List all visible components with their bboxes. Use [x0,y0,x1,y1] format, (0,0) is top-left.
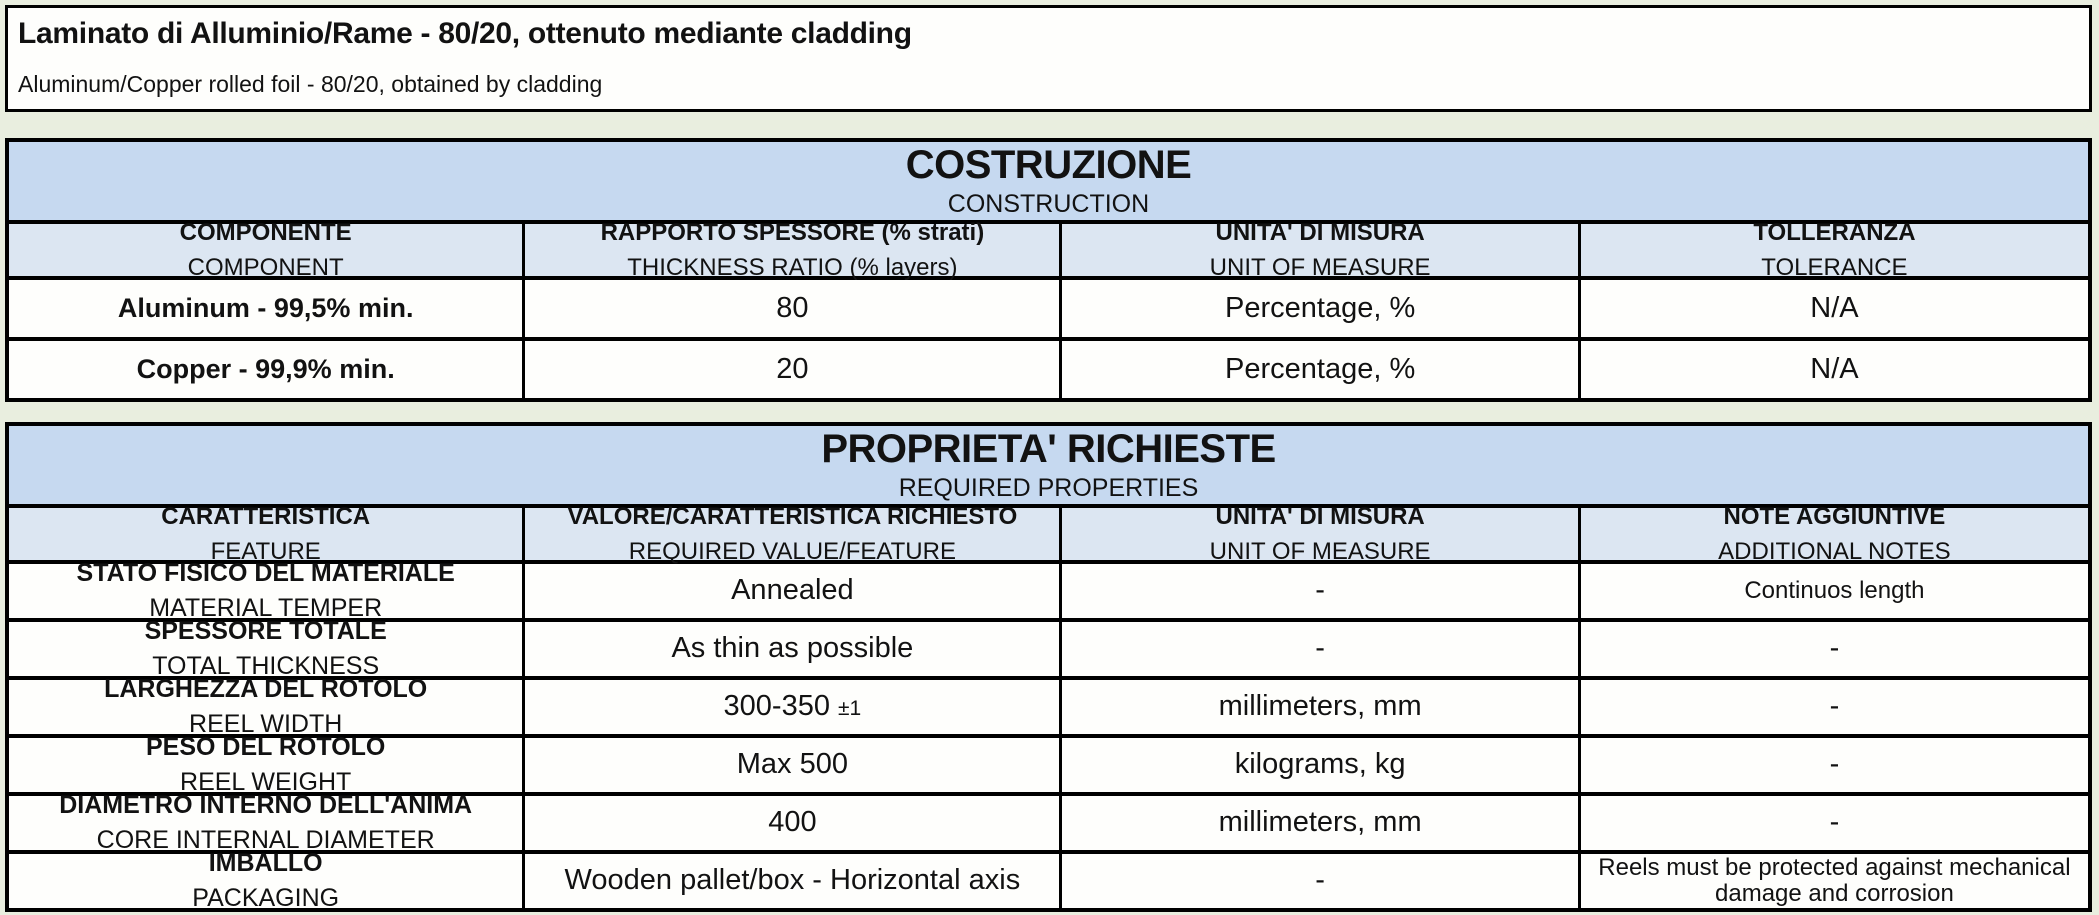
column-header-primary: TOLLERANZA [1753,218,1916,246]
column-header [1062,218,1577,281]
value-cell [525,622,1059,676]
column-header-primary: CARATTERISTICA [161,502,371,530]
cell-value-wrap [776,354,808,386]
value-cell [1581,341,2088,398]
column-header [1581,218,2088,281]
cell-value: 20 [776,352,809,385]
feature-name-it: LARGHEZZA DEL ROTOLO [104,675,428,703]
value-cell [525,341,1059,398]
cell-value: kilograms, kg [1234,748,1406,781]
document-title: Laminato di Alluminio/Rame - 80/20, ottenuto mediante cladding [18,17,912,50]
cell-value: Max 500 [736,748,848,781]
cell-value: - [1829,748,1840,781]
feature-cell [9,791,522,854]
feature-name-en: CORE INTERNAL DIAMETER [96,826,435,854]
cell-value-wrap [671,633,913,665]
column-header-primary: UNITA' DI MISURA [1215,502,1425,530]
feature-name-en: TOTAL THICKNESS [152,652,380,680]
cell-value: - [1315,864,1325,897]
cell-value: 80 [776,291,809,324]
column-header-primary: NOTE AGGIUNTIVE [1723,502,1946,530]
column-header-secondary: UNIT OF MEASURE [1209,253,1431,281]
section-header-required-properties [9,426,2088,504]
feature-name-it: SPESSORE TOTALE [144,617,387,645]
column-header [1062,502,1577,565]
value-cell [1581,280,2088,337]
cell-value-wrap [565,865,1021,897]
cell-value: Reels must be protected against mechanical damage and corrosion [1598,854,2071,907]
cell-value-wrap [1830,633,1840,665]
cell-value: - [1829,632,1840,665]
feature-cell [9,849,522,912]
cell-value: 300-350 [723,690,830,723]
feature-name-en: PACKAGING [192,884,340,912]
value-cell [525,680,1059,734]
feature-cell [9,617,522,680]
cell-value-wrap [776,293,808,325]
cell-value: - [1829,806,1840,839]
feature-name-it: IMBALLO [208,849,323,877]
feature-name-it: STATO FISICO DEL MATERIALE [76,559,455,587]
feature-cell [9,280,522,337]
document-title-block [5,5,2092,112]
cell-value-wrap [1315,865,1325,897]
feature-name-en: MATERIAL TEMPER [149,594,383,622]
column-header [525,502,1059,565]
cell-value: 400 [768,806,817,839]
column-header [9,502,522,565]
column-header-secondary: FEATURE [210,537,321,565]
cell-value-wrap [1315,575,1325,607]
column-header [1581,502,2088,565]
column-header-primary: COMPONENTE [179,218,352,246]
feature-cell [9,341,522,398]
cell-value: Continuos length [1744,577,1925,604]
document-subtitle: Aluminum/Copper rolled foil - 80/20, obtained by cladding [18,71,603,97]
section-subtitle: CONSTRUCTION [947,190,1150,218]
cell-value: As thin as possible [671,632,914,665]
column-header-secondary: ADDITIONAL NOTES [1718,537,1951,565]
cell-value-wrap [1810,354,1858,386]
cell-value-wrap [737,749,848,781]
feature-name-en: REEL WIDTH [189,710,343,738]
cell-value-wrap [1830,807,1840,839]
cell-value-wrap [1744,578,1924,604]
column-header-secondary: TOLERANCE [1761,253,1908,281]
column-header-secondary: COMPONENT [187,253,344,281]
cell-value-wrap [724,691,862,723]
cell-value: - [1315,632,1325,665]
section-title: COSTRUZIONE [905,143,1192,187]
section-header-construction [9,142,2088,220]
value-cell [525,738,1059,792]
required-properties-grid [5,422,2092,912]
value-cell [525,796,1059,850]
cell-value: N/A [1810,352,1859,385]
value-cell [1062,564,1577,618]
column-header-primary: VALORE/CARATTERISTICA RICHIESTO [567,502,1018,530]
column-header [9,218,522,281]
cell-value: millimeters, mm [1218,806,1422,839]
value-cell [1581,564,2088,618]
value-cell [525,280,1059,337]
cell-value: N/A [1810,291,1859,324]
feature-name-en: REEL WEIGHT [180,768,352,796]
required-properties-table [5,422,2092,912]
value-cell [1062,622,1577,676]
value-cell [525,564,1059,618]
cell-value-wrap [768,807,816,839]
value-cell [1062,280,1577,337]
construction-table [5,138,2092,402]
cell-value: Aluminum - 99,5% min. [117,292,414,323]
cell-value-wrap [137,355,395,385]
column-header-secondary: UNIT OF MEASURE [1209,537,1431,565]
value-cell [1062,341,1577,398]
value-cell [1062,796,1577,850]
cell-value-wrap [1315,633,1325,665]
value-cell [1062,680,1577,734]
feature-cell [9,733,522,796]
cell-value: - [1315,574,1325,607]
column-header-secondary: REQUIRED VALUE/FEATURE [628,537,956,565]
cell-value-wrap [1225,354,1415,386]
feature-name-it: DIAMETRO INTERNO DELL'ANIMA [59,791,473,819]
section-title: PROPRIETA' RICHIESTE [821,427,1276,471]
value-cell [1581,738,2088,792]
cell-value-wrap [118,294,414,324]
column-header [525,218,1059,281]
cell-value-wrap [1225,293,1415,325]
cell-value-wrap [1219,807,1422,839]
cell-value-wrap [1235,749,1406,781]
column-header-secondary: THICKNESS RATIO (% layers) [627,253,958,281]
cell-value: Percentage, % [1225,291,1416,324]
construction-grid [5,138,2092,402]
feature-name-it: PESO DEL ROTOLO [145,733,386,761]
value-cell [1581,854,2088,908]
cell-value-wrap [731,575,854,607]
section-subtitle: REQUIRED PROPERTIES [898,474,1199,502]
cell-value: Wooden pallet/box - Horizontal axis [564,864,1021,897]
cell-value: Copper - 99,9% min. [136,353,395,384]
value-cell [525,854,1059,908]
cell-value: millimeters, mm [1218,690,1422,723]
cell-value-wrap [1830,749,1840,781]
cell-value-wrap [1830,691,1840,723]
cell-value: Percentage, % [1225,352,1416,385]
feature-cell [9,675,522,738]
value-cell [1062,738,1577,792]
cell-value-wrap [1810,293,1858,325]
column-header-primary: RAPPORTO SPESSORE (% strati) [600,218,985,246]
column-header-primary: UNITA' DI MISURA [1215,218,1425,246]
feature-cell [9,559,522,622]
value-cell [1062,854,1577,908]
cell-value-wrap [1219,691,1422,723]
cell-value: Annealed [731,574,854,607]
cell-value: - [1829,690,1840,723]
value-tolerance-suffix: ±1 [837,697,862,721]
value-cell [1581,622,2088,676]
value-cell [1581,796,2088,850]
value-cell [1581,680,2088,734]
cell-value-wrap [1589,855,2080,907]
